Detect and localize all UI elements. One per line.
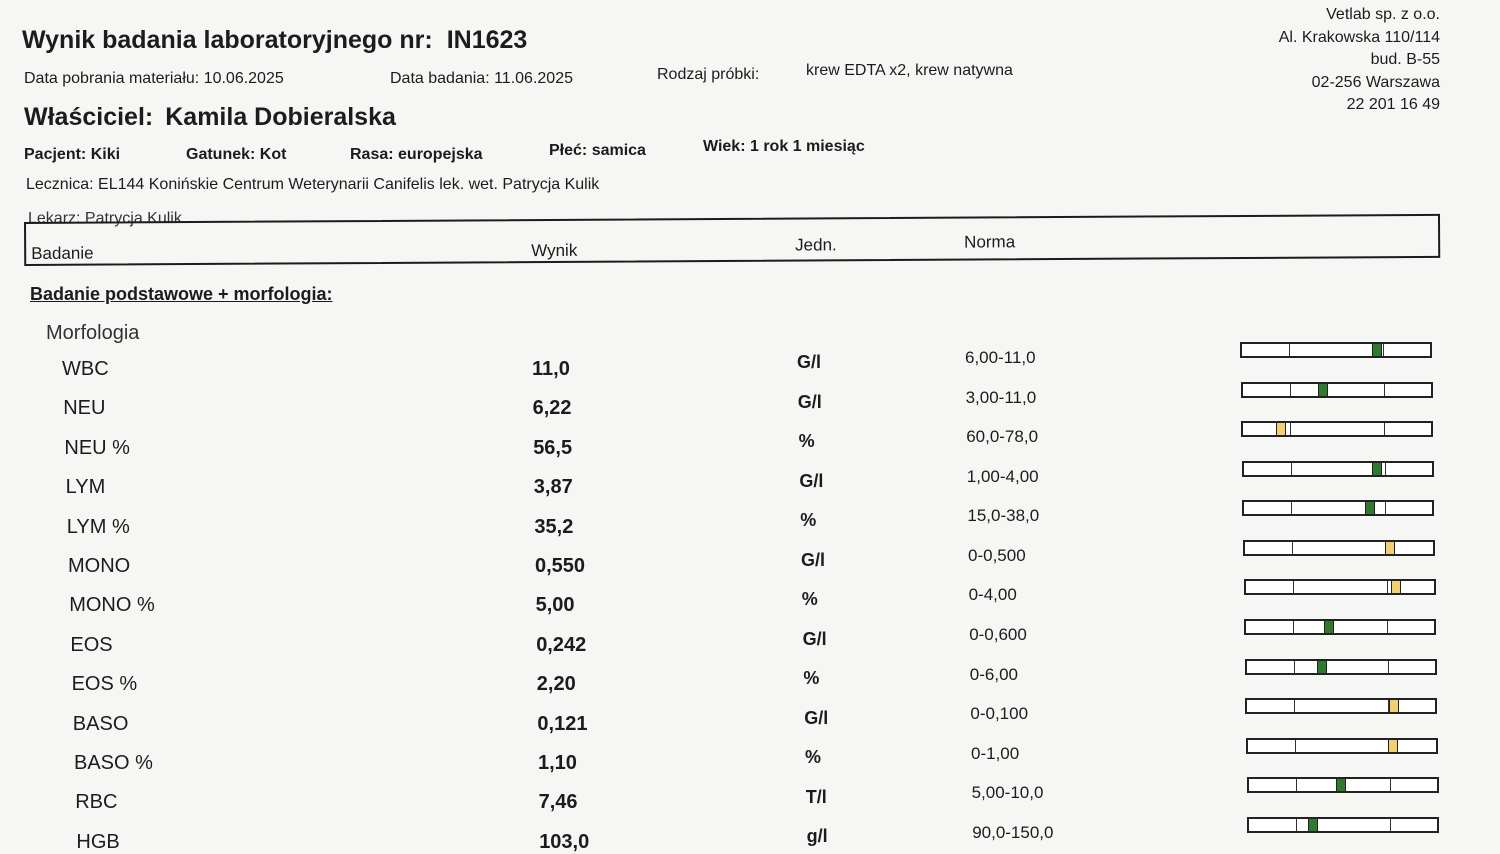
result-value: 11,0 — [532, 358, 570, 380]
patient-age: Wiek: 1 rok 1 miesiąc — [703, 138, 865, 155]
result-norm: 0-0,100 — [970, 704, 1029, 724]
range-bar — [1244, 579, 1436, 595]
column-header — [24, 214, 1440, 266]
range-bar — [1240, 342, 1432, 358]
range-bar-marker — [1372, 344, 1382, 356]
test-date-label: Data badania: — [390, 70, 490, 87]
section-title: Badanie podstawowe + morfologia: — [30, 284, 333, 304]
result-norm: 0-1,00 — [971, 743, 1020, 763]
range-bar-divider — [1292, 542, 1293, 554]
report-title-label: Wynik badania laboratoryjnego nr: — [22, 26, 433, 54]
result-unit: G/l — [799, 470, 824, 491]
result-norm: 5,00-10,0 — [971, 783, 1044, 803]
lab-name: Vetlab sp. z o.o. — [1326, 6, 1440, 23]
range-bar-divider — [1291, 502, 1292, 514]
result-name: EOS % — [71, 673, 138, 696]
range-bar-divider — [1390, 819, 1391, 831]
result-name: NEU % — [64, 436, 130, 459]
range-bar — [1241, 382, 1433, 398]
lab-street: Al. Krakowska 110/114 — [1278, 28, 1440, 46]
result-value: 5,00 — [535, 594, 575, 617]
patient-name: Pacjent: Kiki — [24, 146, 121, 163]
range-bar — [1244, 619, 1436, 635]
doctor: Lekarz: Patrycja Kulik — [28, 210, 182, 227]
result-unit: G/l — [801, 549, 826, 570]
range-bar-marker — [1385, 542, 1395, 554]
result-norm: 0-0,600 — [969, 624, 1027, 644]
range-bar-divider — [1296, 779, 1297, 791]
result-unit: % — [801, 589, 818, 610]
lab-building: bud. B-55 — [1370, 51, 1440, 68]
result-norm: 6,00-11,0 — [965, 348, 1036, 367]
result-name: MONO — [68, 555, 131, 577]
result-value: 0,550 — [535, 555, 586, 577]
result-value: 7,46 — [538, 791, 578, 814]
range-bar-divider — [1289, 344, 1290, 356]
patient-breed: Rasa: europejska — [350, 146, 483, 163]
patient-sex: Płeć: samica — [549, 142, 646, 159]
result-unit: % — [798, 431, 815, 452]
lab-phone: 22 201 16 49 — [1346, 96, 1440, 113]
result-norm: 15,0-38,0 — [967, 506, 1040, 526]
result-name: EOS — [70, 633, 113, 656]
range-bar-marker — [1317, 661, 1327, 673]
range-bar-marker — [1372, 463, 1382, 475]
result-norm: 60,0-78,0 — [966, 427, 1039, 447]
range-bar-divider — [1387, 621, 1388, 633]
range-bar-marker — [1391, 581, 1401, 593]
range-bar — [1246, 738, 1438, 754]
column-unit: Jedn. — [795, 235, 837, 255]
range-bar-marker — [1276, 423, 1286, 435]
lab-address — [1279, 4, 1440, 117]
owner-name: Kamila Dobieralska — [165, 103, 396, 131]
result-unit: % — [800, 510, 817, 531]
lab-city: 02-256 Warszawa — [1311, 73, 1440, 91]
result-name: HGB — [76, 830, 120, 853]
range-bar-divider — [1294, 661, 1295, 673]
result-norm: 0-4,00 — [968, 585, 1017, 605]
range-bar-divider — [1296, 819, 1297, 831]
range-bar-marker — [1308, 819, 1318, 831]
range-bar — [1243, 540, 1435, 556]
range-bar-marker — [1324, 621, 1334, 633]
patient-species: Gatunek: Kot — [186, 146, 287, 163]
range-bar-divider — [1390, 779, 1391, 791]
range-bar — [1245, 698, 1437, 714]
clinic: Lecznica: EL144 Konińskie Centrum Weterynarii Canifelis lek. wet. Patrycja Kulik — [26, 176, 600, 193]
result-name: NEU — [63, 397, 106, 420]
sample-date-label: Data pobrania materiału: — [24, 70, 200, 87]
result-name: WBC — [62, 358, 109, 380]
range-bar — [1242, 500, 1434, 516]
sample-type-label: Rodzaj próbki: — [657, 66, 760, 83]
result-unit: g/l — [806, 826, 828, 847]
owner-label: Właściciel: — [24, 103, 154, 131]
result-norm: 0-6,00 — [969, 664, 1018, 684]
range-bar-marker — [1336, 779, 1346, 791]
range-bar-divider — [1383, 344, 1384, 356]
range-bar-marker — [1389, 700, 1399, 712]
result-name: MONO % — [69, 594, 155, 617]
result-unit: G/l — [797, 391, 822, 412]
result-value: 1,10 — [538, 752, 577, 774]
range-bar-divider — [1387, 581, 1388, 593]
result-norm: 1,00-4,00 — [966, 466, 1039, 486]
test-date — [390, 70, 573, 88]
result-unit: T/l — [805, 786, 827, 807]
range-bar-divider — [1384, 384, 1385, 396]
result-name: LYM — [65, 476, 106, 499]
range-bar-divider — [1293, 621, 1294, 633]
result-norm: 90,0-150,0 — [972, 822, 1054, 842]
range-bar-divider — [1385, 463, 1386, 475]
subsection-title: Morfologia — [46, 322, 140, 344]
result-name: BASO % — [74, 752, 153, 774]
column-result: Wynik — [531, 240, 578, 261]
result-unit: G/l — [797, 352, 822, 372]
sample-type-value: krew EDTA x2, krew natywna — [806, 62, 1013, 79]
owner — [24, 103, 396, 132]
range-bar — [1241, 421, 1433, 437]
result-value: 6,22 — [532, 397, 572, 420]
result-value: 0,121 — [537, 712, 588, 735]
report-number: IN1623 — [446, 26, 528, 54]
range-bar-divider — [1293, 581, 1294, 593]
result-value: 56,5 — [533, 436, 573, 459]
result-value: 103,0 — [539, 830, 590, 853]
range-bar-marker — [1388, 740, 1398, 752]
range-bar-divider — [1295, 740, 1296, 752]
range-bar — [1242, 461, 1434, 477]
result-name: BASO — [72, 712, 129, 735]
range-bar-marker — [1318, 384, 1328, 396]
result-unit: % — [805, 747, 822, 768]
range-bar-divider — [1294, 700, 1295, 712]
result-unit: % — [803, 668, 820, 689]
range-bar — [1247, 777, 1439, 793]
test-date-value: 11.06.2025 — [494, 70, 573, 87]
result-value: 0,242 — [536, 633, 587, 656]
result-unit: G/l — [804, 707, 829, 728]
range-bar-divider — [1384, 423, 1385, 435]
result-name: LYM % — [66, 515, 130, 538]
result-norm: 0-0,500 — [968, 545, 1026, 565]
range-bar-divider — [1388, 661, 1389, 673]
column-test: Badanie — [31, 243, 94, 263]
result-value: 35,2 — [534, 515, 574, 538]
report-title — [22, 26, 527, 55]
column-norm: Norma — [964, 232, 1016, 252]
sample-date — [24, 70, 284, 88]
result-value: 2,20 — [536, 673, 576, 696]
result-name: RBC — [75, 791, 118, 814]
range-bar-divider — [1290, 423, 1291, 435]
range-bar-divider — [1290, 384, 1291, 396]
sample-date-value: 10.06.2025 — [203, 70, 284, 87]
range-bar-divider — [1385, 502, 1386, 514]
range-bar — [1247, 817, 1439, 833]
result-unit: G/l — [802, 628, 827, 649]
range-bar-marker — [1365, 502, 1375, 514]
result-norm: 3,00-11,0 — [965, 387, 1037, 407]
range-bar-divider — [1291, 463, 1292, 475]
result-value: 3,87 — [533, 476, 573, 499]
range-bar — [1245, 659, 1437, 675]
